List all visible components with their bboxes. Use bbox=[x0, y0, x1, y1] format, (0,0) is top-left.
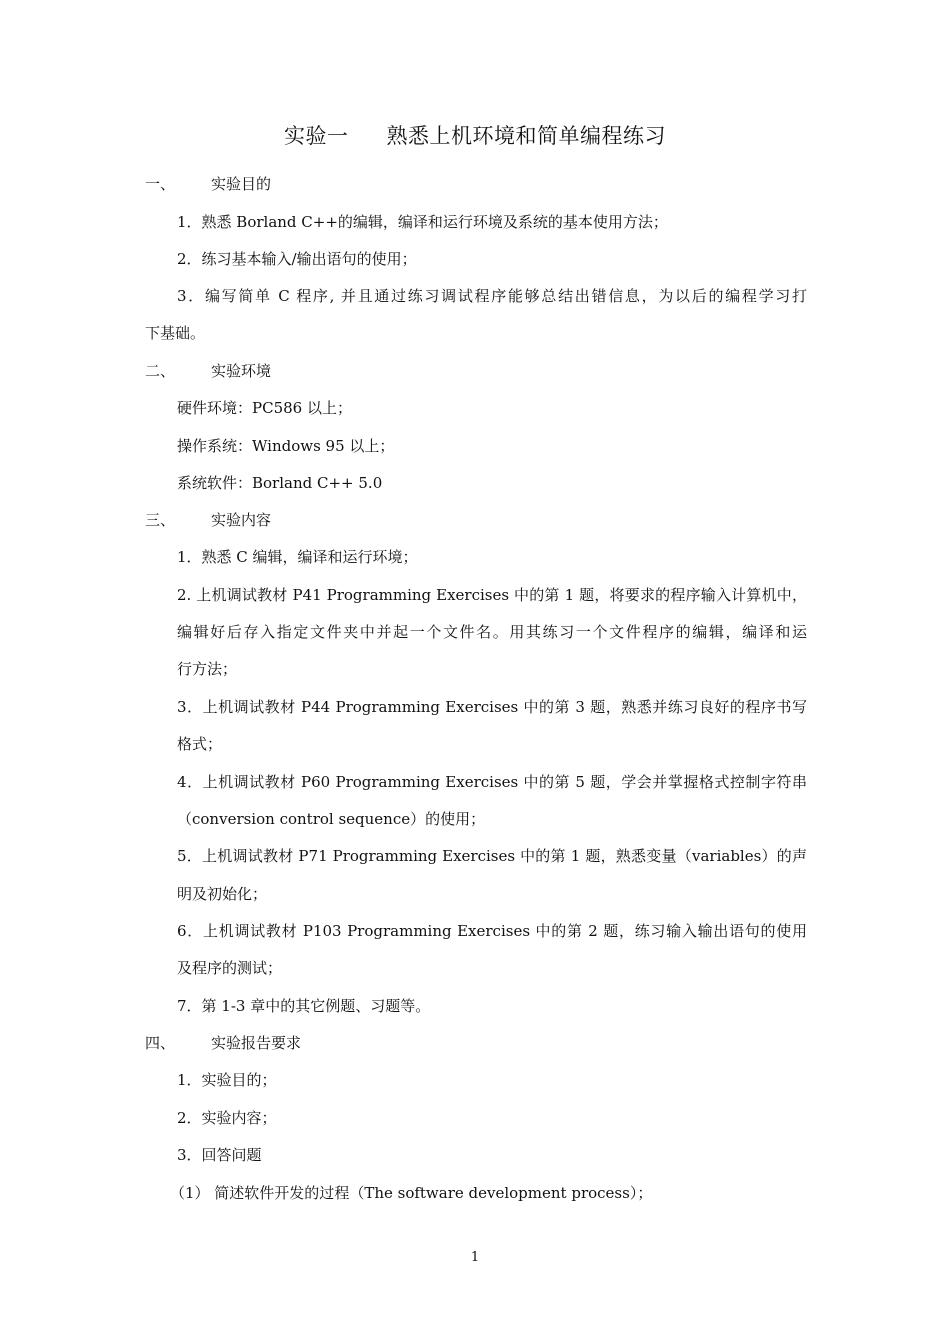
paragraph-line: 1．熟悉 C 编辑，编译和运行环境； bbox=[177, 548, 418, 566]
paragraph-line: 3．编写简单 C 程序, 并且通过练习调试程序能够总结出错信息，为以后的编程学习打 bbox=[177, 287, 807, 305]
paragraph-line: 操作系统：Windows 95 以上； bbox=[177, 437, 395, 455]
title-part-2: 熟悉上机环境和简单编程练习 bbox=[386, 124, 666, 148]
paragraph-line: 4．上机调试教材 P60 Programming Exercises 中的第 5 题，学会并掌握格式控制字符串 bbox=[177, 773, 807, 791]
section-title: 实验内容 bbox=[211, 511, 272, 529]
paragraph-line: 明及初始化； bbox=[177, 885, 268, 903]
paragraph-line: 及程序的测试； bbox=[177, 959, 283, 977]
paragraph-line: 2．实验内容； bbox=[177, 1109, 277, 1127]
paragraph-line: 1．熟悉 Borland C++的编辑，编译和运行环境及系统的基本使用方法； bbox=[177, 213, 668, 231]
paragraph-line: 行方法； bbox=[177, 660, 238, 678]
paragraph-line: （1） 简述软件开发的过程（The software development process）； bbox=[170, 1184, 653, 1202]
paragraph-line: 硬件环境：PC586 以上； bbox=[177, 399, 352, 417]
paragraph-line: 编辑好后存入指定文件夹中并起一个文件名。用其练习一个文件程序的编辑，编译和运 bbox=[177, 623, 807, 641]
paragraph-line: 6．上机调试教材 P103 Programming Exercises 中的第 2 题，练习输入输出语句的使用 bbox=[177, 922, 807, 940]
page-number: 1 bbox=[470, 1250, 480, 1265]
section-number: 三、 bbox=[145, 511, 176, 529]
section-title: 实验报告要求 bbox=[211, 1034, 302, 1052]
title-part-1: 实验一 bbox=[284, 124, 349, 148]
section-number: 四、 bbox=[145, 1034, 176, 1052]
section-number: 一、 bbox=[145, 175, 176, 193]
paragraph-line: 1．实验目的； bbox=[177, 1071, 277, 1089]
paragraph-line: （conversion control sequence）的使用； bbox=[177, 810, 486, 828]
paragraph-line: 格式； bbox=[177, 735, 223, 753]
paragraph-line: 3．回答问题 bbox=[177, 1146, 262, 1164]
paragraph-line: 2．练习基本输入/输出语句的使用； bbox=[177, 250, 417, 268]
paragraph-line: 2. 上机调试教材 P41 Programming Exercises 中的第 1 题，将要求的程序输入计算机中， bbox=[177, 586, 807, 604]
paragraph-line: 5．上机调试教材 P71 Programming Exercises 中的第 1 题，熟悉变量（variables）的声 bbox=[177, 847, 807, 865]
section-title: 实验目的 bbox=[211, 175, 272, 193]
paragraph-line: 3．上机调试教材 P44 Programming Exercises 中的第 3 题，熟悉并练习良好的程序书写 bbox=[177, 698, 807, 716]
paragraph-line: 下基础。 bbox=[145, 324, 206, 342]
paragraph-line: 7．第 1-3 章中的其它例题、习题等。 bbox=[177, 997, 431, 1015]
page-title bbox=[0, 120, 950, 150]
paragraph-line: 系统软件：Borland C++ 5.0 bbox=[177, 474, 383, 492]
section-title: 实验环境 bbox=[211, 362, 272, 380]
section-number: 二、 bbox=[145, 362, 176, 380]
